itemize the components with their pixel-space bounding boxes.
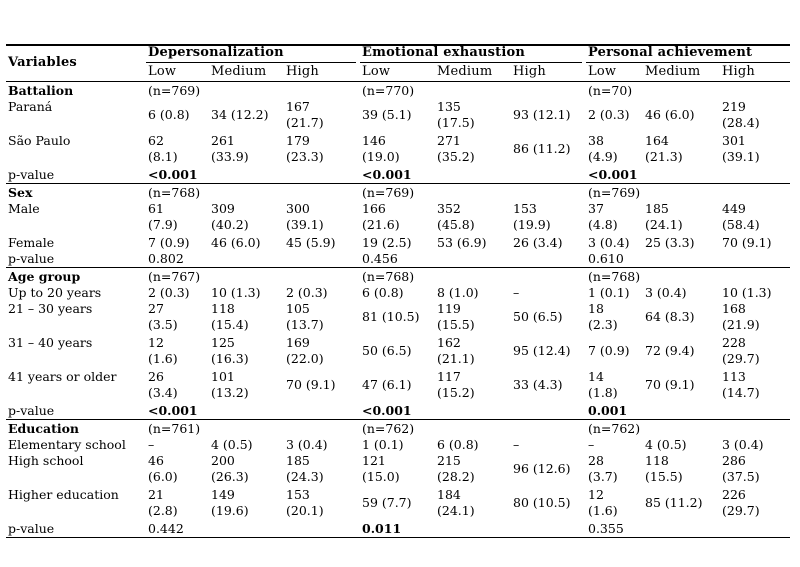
table-cell: 118 (15.4): [211, 301, 249, 332]
sample-size: (n=769): [588, 185, 641, 200]
table-cell: –: [513, 285, 520, 300]
table-cell: 96 (12.6): [513, 461, 571, 476]
group-underline: [360, 62, 582, 63]
table-cell: 169 (22.0): [286, 335, 324, 366]
table-cell: 309 (40.2): [211, 201, 249, 232]
section-title: Battalion: [8, 83, 74, 98]
table-cell: 271 (35.2): [437, 133, 475, 164]
table-rule: [6, 419, 790, 420]
table-cell: 7 (0.9): [588, 343, 630, 358]
row-label: 31 – 40 years: [8, 335, 93, 350]
table-rule: [6, 267, 790, 268]
sample-size: (n=762): [588, 421, 641, 436]
table-cell: 85 (11.2): [645, 495, 703, 510]
table-cell: 6 (0.8): [362, 285, 404, 300]
table-cell: 125 (16.3): [211, 335, 249, 366]
table-cell: 117 (15.2): [437, 369, 475, 400]
table-cell: 46 (6.0): [148, 453, 178, 484]
table-cell: 2 (0.3): [588, 107, 630, 122]
pvalue: 0.001: [588, 403, 628, 418]
table-cell: 46 (6.0): [645, 107, 695, 122]
group-header: Emotional exhaustion: [362, 45, 526, 60]
sample-size: (n=768): [148, 185, 201, 200]
table-rule: [6, 81, 790, 82]
level-header: Low: [148, 64, 177, 79]
table-cell: 118 (15.5): [645, 453, 683, 484]
table-cell: 449 (58.4): [722, 201, 760, 232]
sample-size: (n=768): [362, 269, 415, 284]
table-cell: 168 (21.9): [722, 301, 760, 332]
level-header: Medium: [437, 64, 493, 79]
table-cell: 185 (24.1): [645, 201, 683, 232]
table-cell: 167 (21.7): [286, 99, 324, 130]
table-cell: 10 (1.3): [722, 285, 772, 300]
table-cell: 21 (2.8): [148, 487, 178, 518]
table-cell: 62 (8.1): [148, 133, 178, 164]
sample-size: (n=70): [588, 83, 633, 98]
table-cell: 153 (19.9): [513, 201, 551, 232]
sample-size: (n=761): [148, 421, 201, 436]
table-cell: 72 (9.4): [645, 343, 695, 358]
table-cell: –: [588, 437, 595, 452]
table-rule: [6, 537, 790, 538]
level-header: Medium: [211, 64, 267, 79]
table-cell: 300 (39.1): [286, 201, 324, 232]
table-cell: 46 (6.0): [211, 235, 261, 250]
table-cell: 2 (0.3): [148, 285, 190, 300]
table-cell: 34 (12.2): [211, 107, 269, 122]
table-cell: 86 (11.2): [513, 141, 571, 156]
pvalue: 0.802: [148, 251, 184, 266]
level-header: Low: [362, 64, 391, 79]
table-cell: 33 (4.3): [513, 377, 563, 392]
row-label: Higher education: [8, 487, 119, 502]
row-label: 41 years or older: [8, 369, 117, 384]
pvalue: <0.001: [148, 403, 198, 418]
table-cell: 70 (9.1): [722, 235, 772, 250]
row-label: Male: [8, 201, 40, 216]
level-header: Medium: [645, 64, 701, 79]
sample-size: (n=770): [362, 83, 415, 98]
table-cell: 101 (13.2): [211, 369, 249, 400]
table-cell: 3 (0.4): [722, 437, 764, 452]
pvalue: 0.442: [148, 521, 184, 536]
table-cell: 179 (23.3): [286, 133, 324, 164]
table-cell: 2 (0.3): [286, 285, 328, 300]
sample-size: (n=762): [362, 421, 415, 436]
table-cell: 301 (39.1): [722, 133, 760, 164]
pvalue-label: p-value: [8, 167, 55, 182]
table-cell: 10 (1.3): [211, 285, 261, 300]
table-cell: 1 (0.1): [588, 285, 630, 300]
section-title: Sex: [8, 185, 33, 200]
table-cell: 26 (3.4): [513, 235, 563, 250]
table-cell: 45 (5.9): [286, 235, 336, 250]
row-label: Up to 20 years: [8, 285, 102, 300]
table-cell: 219 (28.4): [722, 99, 760, 130]
table-cell: 7 (0.9): [148, 235, 190, 250]
table-cell: –: [148, 437, 155, 452]
row-label: 21 – 30 years: [8, 301, 93, 316]
pvalue-label: p-value: [8, 403, 55, 418]
table-cell: 50 (6.5): [362, 343, 412, 358]
sample-size: (n=769): [148, 83, 201, 98]
table-cell: 39 (5.1): [362, 107, 412, 122]
table-cell: 50 (6.5): [513, 309, 563, 324]
table-cell: 105 (13.7): [286, 301, 324, 332]
table-cell: 153 (20.1): [286, 487, 324, 518]
table-cell: 28 (3.7): [588, 453, 618, 484]
table-cell: 185 (24.3): [286, 453, 324, 484]
level-header: High: [286, 64, 319, 79]
table-cell: 149 (19.6): [211, 487, 249, 518]
section-title: Age group: [8, 269, 81, 284]
table-cell: 3 (0.4): [645, 285, 687, 300]
pvalue-label: p-value: [8, 251, 55, 266]
row-label: Female: [8, 235, 55, 250]
table-cell: 81 (10.5): [362, 309, 420, 324]
table-cell: 64 (8.3): [645, 309, 695, 324]
table-cell: 59 (7.7): [362, 495, 412, 510]
table-cell: –: [513, 437, 520, 452]
table-cell: 162 (21.1): [437, 335, 475, 366]
table-cell: 47 (6.1): [362, 377, 412, 392]
pvalue: <0.001: [148, 167, 198, 182]
level-header: Low: [588, 64, 617, 79]
table-cell: 4 (0.5): [211, 437, 253, 452]
table-cell: 37 (4.8): [588, 201, 618, 232]
table-cell: 166 (21.6): [362, 201, 400, 232]
row-label: São Paulo: [8, 133, 71, 148]
header-variables: Variables: [8, 55, 77, 70]
table-cell: 6 (0.8): [437, 437, 479, 452]
table-cell: 226 (29.7): [722, 487, 760, 518]
table-cell: 184 (24.1): [437, 487, 475, 518]
table-cell: 8 (1.0): [437, 285, 479, 300]
table-cell: 4 (0.5): [645, 437, 687, 452]
table-cell: 261 (33.9): [211, 133, 249, 164]
table-cell: 12 (1.6): [148, 335, 178, 366]
table-cell: 53 (6.9): [437, 235, 487, 250]
group-header: Personal achievement: [588, 45, 753, 60]
table-cell: 12 (1.6): [588, 487, 618, 518]
table-cell: 352 (45.8): [437, 201, 475, 232]
table-cell: 113 (14.7): [722, 369, 760, 400]
table-cell: 3 (0.4): [286, 437, 328, 452]
table-cell: 93 (12.1): [513, 107, 571, 122]
row-label: Elementary school: [8, 437, 126, 452]
table-cell: 70 (9.1): [286, 377, 336, 392]
table-rule: [6, 183, 790, 184]
level-header: High: [722, 64, 755, 79]
table-cell: 200 (26.3): [211, 453, 249, 484]
table-cell: 121 (15.0): [362, 453, 400, 484]
table-cell: 286 (37.5): [722, 453, 760, 484]
pvalue: 0.610: [588, 251, 624, 266]
table-cell: 18 (2.3): [588, 301, 618, 332]
pvalue-label: p-value: [8, 521, 55, 536]
table-cell: 1 (0.1): [362, 437, 404, 452]
table-cell: 25 (3.3): [645, 235, 695, 250]
table-cell: 80 (10.5): [513, 495, 571, 510]
pvalue: 0.456: [362, 251, 398, 266]
table-cell: 14 (1.8): [588, 369, 618, 400]
table-cell: 26 (3.4): [148, 369, 178, 400]
pvalue: <0.001: [588, 167, 638, 182]
pvalue: <0.001: [362, 167, 412, 182]
table-cell: 38 (4.9): [588, 133, 618, 164]
table-cell: 95 (12.4): [513, 343, 571, 358]
section-title: Education: [8, 421, 80, 436]
table-cell: 27 (3.5): [148, 301, 178, 332]
table-cell: 228 (29.7): [722, 335, 760, 366]
sample-size: (n=769): [362, 185, 415, 200]
level-header: High: [513, 64, 546, 79]
pvalue: 0.355: [588, 521, 624, 536]
table-cell: 70 (9.1): [645, 377, 695, 392]
sample-size: (n=767): [148, 269, 201, 284]
pvalue: <0.001: [362, 403, 412, 418]
table-cell: 61 (7.9): [148, 201, 178, 232]
row-label: Paraná: [8, 99, 53, 114]
pvalue: 0.011: [362, 521, 402, 536]
table-cell: 135 (17.5): [437, 99, 475, 130]
group-underline: [586, 62, 790, 63]
row-label: High school: [8, 453, 84, 468]
table-cell: 3 (0.4): [588, 235, 630, 250]
table-cell: 215 (28.2): [437, 453, 475, 484]
table-cell: 164 (21.3): [645, 133, 683, 164]
group-underline: [146, 62, 356, 63]
table-cell: 146 (19.0): [362, 133, 400, 164]
table-cell: 119 (15.5): [437, 301, 475, 332]
table-cell: 19 (2.5): [362, 235, 412, 250]
table-cell: 6 (0.8): [148, 107, 190, 122]
group-header: Depersonalization: [148, 45, 284, 60]
sample-size: (n=768): [588, 269, 641, 284]
